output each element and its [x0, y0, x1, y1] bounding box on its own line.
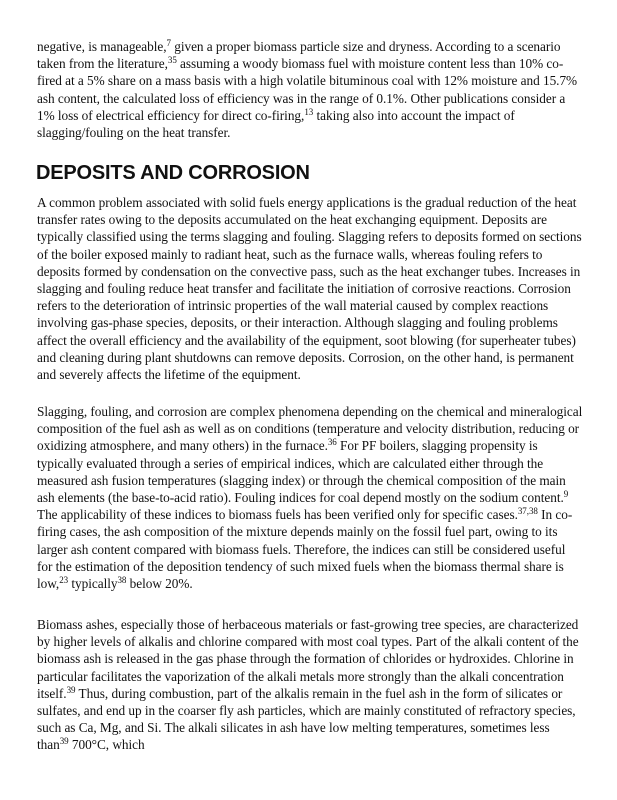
section-heading: DEPOSITS AND CORROSION [36, 162, 310, 184]
body-paragraph-3 [37, 616, 583, 754]
citation-ref[interactable]: 23 [59, 575, 69, 586]
text-run: assuming a woody biomass fuel with moisture content less than 10% co-fired at a 5% share on a mass basis with a high volatile bituminous coal with 12% moisture and 15.7% ash content, the calculated loss of efficiency was in the range of 0.1%. Other publications consider a 1% loss of electrical efficiency for direct co-firing, [37, 56, 578, 123]
citation-ref[interactable]: 35 [167, 55, 177, 66]
citation-ref[interactable]: 13 [304, 106, 314, 117]
text-run: Slagging, fouling, and corrosion are complex phenomena depending on the chemical and mineralogical composition of the fuel ash as well as on conditions (temperature and velocity distribution, reducing or oxidizing atmosphere, and many others) in the furnace. [37, 404, 583, 454]
text-run: Thus, during combustion, part of the alkalis remain in the fuel ash in the form of silicates or sulfates, and end up in the coarser fly ash particles, which are mainly constituted of refractory species, such as Ca, Mg, and Si. The alkali silicates in ash have low melting temperatures, sometimes less than [37, 685, 576, 753]
citation-ref[interactable]: 39 [66, 684, 76, 695]
text-run: Biomass ashes, especially those of herbaceous materials or fast-growing tree species, are characterized by higher levels of alkalis and chlorine compared with most coal types. Part of the alkali content of the biomass ash is released in the gas phase through the formation of chlorides or hydroxides. Chlorine in particular facilitates the vaporization of the alkali metals more strongly than the alkali concentration itself. [37, 617, 579, 701]
citation-ref[interactable]: 38 [117, 575, 127, 586]
citation-ref[interactable]: 39 [59, 736, 69, 747]
text-run: For PF boilers, slagging propensity is typically evaluated through a series of empirical indices, which are calculated either through the measured ash fusion temperatures (slagging index) or through the chemical composition of the main ash elements (the base-to-acid ratio). Fouling indices for coal depend mostly on the sodium content. [37, 438, 566, 506]
citation-ref[interactable]: 37,38 [517, 506, 538, 517]
text-run: typically [68, 576, 118, 592]
citation-ref[interactable]: 7 [166, 38, 171, 48]
text-run: negative, is manageable, [37, 39, 167, 54]
continuation-paragraph [37, 38, 583, 141]
text-run: below 20%. [126, 576, 193, 592]
body-paragraph-1: A common problem associated with solid fuels energy applications is the gradual reduction of the heat transfer rates owing to the deposits accumulated on the heat exchanging equipment. Deposits are typically classified using the terms slagging and fouling. Slagging refers to deposits formed on sections of the boiler exposed mainly to radiant heat, such as the furnace walls, whereas fouling refers to deposits formed by condensation on the convective pass, such as the heat exchanger tubes. Increases in slagging and fouling reduce heat transfer and facilitate the initiation of corrosive reactions. Corrosion refers to the deterioration of intrinsic properties of the wall material caused by complex reactions involving gas-phase species, deposits, or their interaction. Although slagging and fouling problems affect the overall efficiency and the availability of the equipment, soot blowing (for superheater tubes) and cleaning during plant shutdowns can remove deposits. Corrosion, on the other hand, is permanent and severely affects the lifetime of the equipment. [37, 195, 582, 383]
text-run: given a proper biomass particle size and dryness. According to a scenario taken from the literature, [37, 39, 561, 72]
citation-ref[interactable]: 9 [563, 489, 569, 500]
text-run: In co-firing cases, the ash composition of the mixture depends mainly on the fossil fuel part, owing to its larger ash content compared with biomass fuels. Therefore, the indices can still be considered useful for the estimation of the deposition tendency of such mixed fuels when the biomass thermal share is low, [37, 507, 573, 592]
body-paragraph-2 [37, 403, 583, 592]
citation-ref[interactable]: 36 [327, 437, 337, 448]
text-run: 700°C, which [68, 737, 145, 753]
text-run: taking also into account the impact of slagging/fouling on the heat transfer. [37, 107, 515, 141]
text-run: The applicability of these indices to biomass fuels has been verified only for specific cases. [37, 507, 518, 523]
